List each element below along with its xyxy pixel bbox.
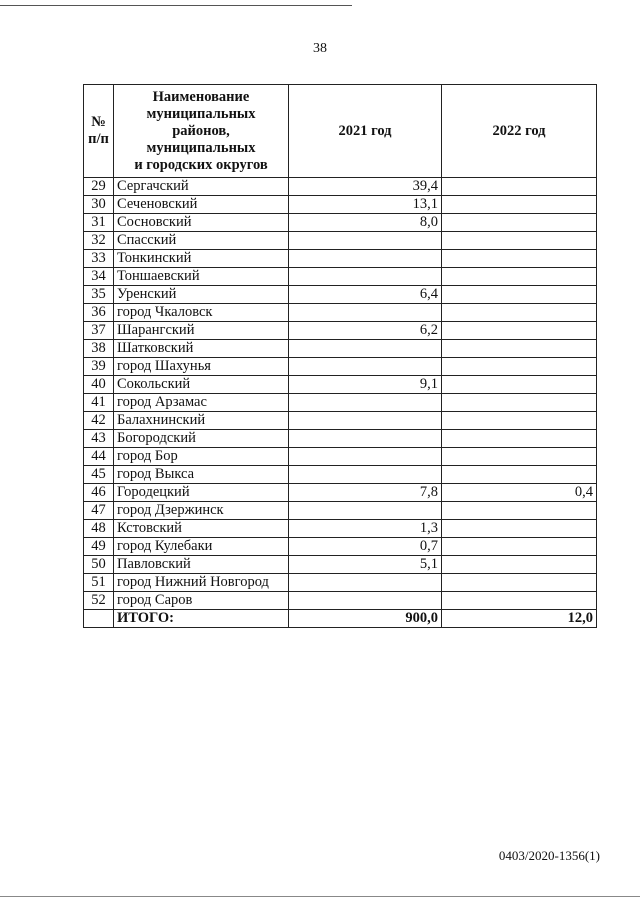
- row-name: город Бор: [114, 448, 289, 466]
- row-name: Тоншаевский: [114, 268, 289, 286]
- table-row: [84, 268, 597, 286]
- row-num: 51: [84, 574, 114, 592]
- row-name: Спасский: [114, 232, 289, 250]
- table-header-row: [84, 85, 597, 178]
- row-name: Городецкий: [114, 484, 289, 502]
- row-name: город Кулебаки: [114, 538, 289, 556]
- row-2022-value: [442, 178, 597, 196]
- row-num: 43: [84, 430, 114, 448]
- row-2022-value: [442, 502, 597, 520]
- table-row: [84, 538, 597, 556]
- row-name: город Шахунья: [114, 358, 289, 376]
- table-row: [84, 466, 597, 484]
- row-num: 36: [84, 304, 114, 322]
- row-name: Сосновский: [114, 214, 289, 232]
- row-num: 33: [84, 250, 114, 268]
- row-2022-value: [442, 286, 597, 304]
- document-code: 0403/2020-1356(1): [498, 848, 600, 863]
- row-2021-value: [289, 430, 442, 448]
- row-num: 52: [84, 592, 114, 610]
- row-2022-value: [442, 268, 597, 286]
- table-row: [84, 412, 597, 430]
- table-row: [84, 322, 597, 340]
- row-2021-value: [289, 448, 442, 466]
- table-row: [84, 250, 597, 268]
- table-row: [84, 196, 597, 214]
- total-num-cell: [84, 610, 114, 628]
- row-num: 29: [84, 178, 114, 196]
- header-name-line: районов,: [172, 122, 230, 139]
- row-2021-value: 9,1: [289, 376, 442, 394]
- row-num: 42: [84, 412, 114, 430]
- row-num: 39: [84, 358, 114, 376]
- row-2021-value: [289, 412, 442, 430]
- row-name: город Дзержинск: [114, 502, 289, 520]
- row-num: 31: [84, 214, 114, 232]
- scan-edge-top: [0, 5, 352, 6]
- page-number: 38: [313, 41, 327, 56]
- row-name: город Чкаловск: [114, 304, 289, 322]
- row-2021-value: 1,3: [289, 520, 442, 538]
- row-2022-value: [442, 196, 597, 214]
- row-name: город Саров: [114, 592, 289, 610]
- row-num: 37: [84, 322, 114, 340]
- table-row: [84, 556, 597, 574]
- row-2021-value: [289, 574, 442, 592]
- table-row: [84, 592, 597, 610]
- row-2021-value: [289, 592, 442, 610]
- header-name-line: муниципальных: [146, 105, 256, 122]
- row-num: 34: [84, 268, 114, 286]
- row-2022-value: [442, 592, 597, 610]
- row-num: 48: [84, 520, 114, 538]
- row-name: Павловский: [114, 556, 289, 574]
- total-2021: 900,0: [289, 610, 442, 628]
- row-2021-value: [289, 502, 442, 520]
- table-row: [84, 502, 597, 520]
- row-name: Богородский: [114, 430, 289, 448]
- row-2022-value: [442, 430, 597, 448]
- table-body: [84, 178, 597, 610]
- row-name: Сокольский: [114, 376, 289, 394]
- row-name: город Нижний Новгород: [114, 574, 289, 592]
- table-row: [84, 286, 597, 304]
- row-2021-value: 13,1: [289, 196, 442, 214]
- row-2021-value: [289, 232, 442, 250]
- row-num: 47: [84, 502, 114, 520]
- header-name-line: Наименование: [152, 88, 250, 105]
- row-2022-value: [442, 466, 597, 484]
- row-num: 32: [84, 232, 114, 250]
- row-name: Тонкинский: [114, 250, 289, 268]
- row-num: 38: [84, 340, 114, 358]
- header-num: № п/п: [84, 85, 114, 178]
- table-row: [84, 178, 597, 196]
- header-name-line: муниципальных: [146, 139, 256, 156]
- row-num: 50: [84, 556, 114, 574]
- total-2022: 12,0: [442, 610, 597, 628]
- row-2022-value: [442, 304, 597, 322]
- scan-edge-bottom: [0, 896, 640, 897]
- table-row: [84, 574, 597, 592]
- table-row: [84, 430, 597, 448]
- row-2021-value: 0,7: [289, 538, 442, 556]
- table-row: [84, 358, 597, 376]
- row-2022-value: [442, 232, 597, 250]
- row-num: 41: [84, 394, 114, 412]
- row-2021-value: [289, 340, 442, 358]
- header-name-line: и городских округов: [134, 156, 268, 173]
- row-name: Шарангский: [114, 322, 289, 340]
- row-2022-value: 0,4: [442, 484, 597, 502]
- row-2021-value: 8,0: [289, 214, 442, 232]
- row-num: 45: [84, 466, 114, 484]
- row-2021-value: [289, 268, 442, 286]
- table-row: [84, 520, 597, 538]
- row-name: Сеченовский: [114, 196, 289, 214]
- row-num: 44: [84, 448, 114, 466]
- header-2022: 2022 год: [442, 85, 597, 178]
- allocation-table: [83, 84, 597, 628]
- header-2021: 2021 год: [289, 85, 442, 178]
- header-name: [114, 85, 289, 178]
- row-name: Сергачский: [114, 178, 289, 196]
- row-name: Уренский: [114, 286, 289, 304]
- row-num: 49: [84, 538, 114, 556]
- row-2021-value: 7,8: [289, 484, 442, 502]
- row-2022-value: [442, 394, 597, 412]
- row-name: Шатковский: [114, 340, 289, 358]
- table-row: [84, 340, 597, 358]
- row-2022-value: [442, 358, 597, 376]
- row-num: 30: [84, 196, 114, 214]
- table-row: [84, 376, 597, 394]
- row-num: 46: [84, 484, 114, 502]
- total-label: ИТОГО:: [114, 610, 289, 628]
- total-row: [84, 610, 597, 628]
- row-2021-value: 6,2: [289, 322, 442, 340]
- row-2022-value: [442, 574, 597, 592]
- row-2021-value: [289, 394, 442, 412]
- table-row: [84, 232, 597, 250]
- row-2021-value: [289, 304, 442, 322]
- row-2022-value: [442, 520, 597, 538]
- row-2022-value: [442, 556, 597, 574]
- row-2021-value: [289, 358, 442, 376]
- row-name: город Арзамас: [114, 394, 289, 412]
- row-2022-value: [442, 412, 597, 430]
- row-name: Балахнинский: [114, 412, 289, 430]
- row-name: Кстовский: [114, 520, 289, 538]
- row-2022-value: [442, 214, 597, 232]
- table-row: [84, 394, 597, 412]
- row-2022-value: [442, 250, 597, 268]
- row-2022-value: [442, 322, 597, 340]
- row-2021-value: 39,4: [289, 178, 442, 196]
- table-row: [84, 304, 597, 322]
- row-2022-value: [442, 340, 597, 358]
- table-row: [84, 484, 597, 502]
- row-2021-value: 6,4: [289, 286, 442, 304]
- row-num: 40: [84, 376, 114, 394]
- row-num: 35: [84, 286, 114, 304]
- row-name: город Выкса: [114, 466, 289, 484]
- row-2021-value: 5,1: [289, 556, 442, 574]
- row-2022-value: [442, 448, 597, 466]
- row-2022-value: [442, 538, 597, 556]
- row-2021-value: [289, 250, 442, 268]
- row-2021-value: [289, 466, 442, 484]
- table-row: [84, 214, 597, 232]
- table-row: [84, 448, 597, 466]
- row-2022-value: [442, 376, 597, 394]
